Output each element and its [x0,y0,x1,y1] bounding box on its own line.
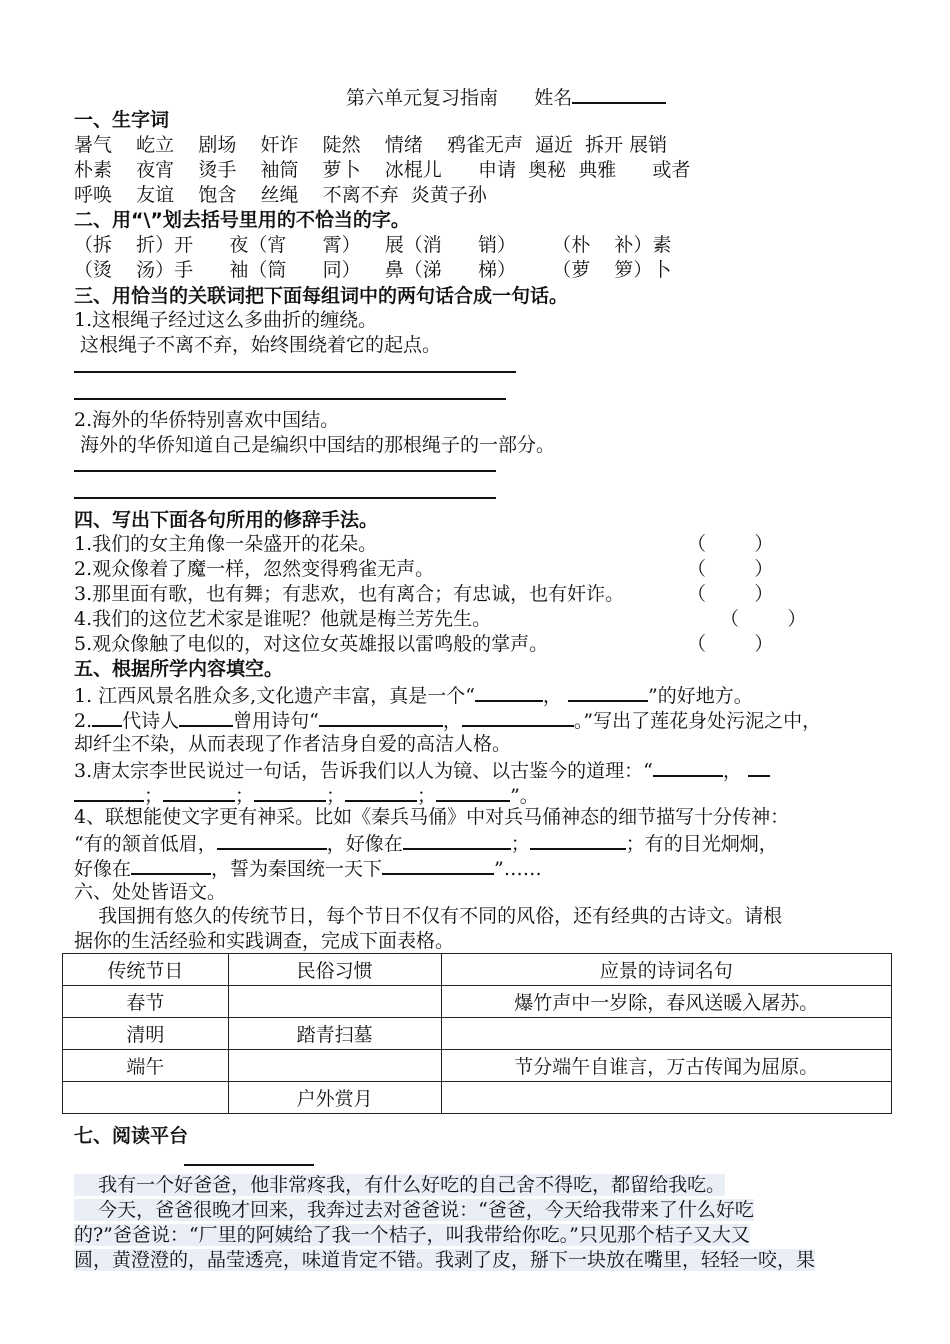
answer-line[interactable] [74,398,506,400]
table-cell[interactable] [63,1082,229,1114]
fill-line-6: 4、联想能使文字更有神采。比如《秦兵马俑》中对兵马俑神态的细节描写十分传神： [74,806,790,828]
table-cell: 户外赏月 [228,1082,441,1114]
fill-blank[interactable] [163,782,235,802]
rhetoric-item: 5.观众像触了电似的，对这位女英雄报以雷鸣般的掌声。 [74,633,549,655]
table-header-cell: 传统节日 [63,954,229,986]
table-cell[interactable] [441,1018,891,1050]
name-blank[interactable] [572,84,666,104]
section-1-heading: 一、生字词 [74,109,170,131]
fill-line-3: 却纤尘不染，从而表现了作者洁身自爱的高洁人格。 [74,733,512,755]
fill-blank[interactable] [345,782,417,802]
fill-line-1: 1. 江西风景名胜众多,文化遗产丰富，真是一个“ ， ”的好地方。 [74,682,753,708]
table-cell: 春节 [63,986,229,1018]
rhetoric-item: 2.观众像着了魔一样，忽然变得鸦雀无声。 [74,558,435,580]
section-6-intro-1: 我国拥有悠久的传统节日，每个节日不仅有不同的风俗，还有经典的古诗文。请根 [74,905,783,927]
fill-blank[interactable] [254,782,326,802]
table-row [63,1018,892,1050]
table-row [63,1050,892,1082]
section-5-heading: 五、根据所学内容填空。 [74,658,284,680]
table-cell: 踏青扫墓 [228,1018,441,1050]
fill-blank[interactable] [131,855,211,875]
answer-paren[interactable]: （ ） [720,608,807,630]
answer-paren[interactable]: （ ） [687,633,774,655]
table-row [63,986,892,1018]
reading-paragraph-2-line-1: 今天，爸爸很晚才回来，我奔过去对爸爸说：“爸爸，今天给我带来了什么好吃 [74,1199,754,1221]
q3-2-sentence-b: 海外的华侨知道自己是编织中国结的那根绳子的一部分。 [74,434,556,456]
fill-blank[interactable] [530,830,626,850]
answer-paren[interactable]: （ ） [687,558,774,580]
fill-line-2: 2. 代诗人 曾用诗句“ ， 。”写出了莲花身处污泥之中， [74,707,821,733]
table-cell: 节分端午自谁言，万古传闻为屈原。 [441,1050,891,1082]
fill-blank[interactable] [74,782,144,802]
fill-line-8: 好像在 ，誓为秦国统一天下 ”…… [74,855,542,881]
fill-blank[interactable] [462,707,574,727]
q3-1-sentence-a: 1.这根绳子经过这么多曲折的缠绕。 [74,309,378,331]
name-label: 姓名 [534,87,573,109]
section-3-heading: 三、用恰当的关联词把下面每组词中的两句话合成一句话。 [74,285,569,307]
section-2-heading: 二、用“\”划去括号里用的不恰当的字。 [74,209,410,231]
section-4-heading: 四、写出下面各句所用的修辞手法。 [74,509,379,531]
fill-blank[interactable] [319,707,443,727]
q3-1-sentence-b: 这根绳子不离不弃，始终围绕着它的起点。 [74,334,442,356]
fill-line-7: “有的颔首低眉， ，好像在 ； ；有的目光炯炯， [74,830,778,856]
char-choice-row-2: （烫 汤）手 袖（筒 同） 鼻（涕 梯） （萝 箩）卜 [74,259,672,281]
word-row-2: 朴素 夜宵 烫手 袖筒 萝卜 冰棍儿 申请 奥秘 典雅 或者 [74,159,691,181]
reading-paragraph-1: 我有一个好爸爸，他非常疼我，有什么好吃的自己舍不得吃，都留给我吃。 [74,1174,726,1196]
table-header-cell: 应景的诗词名句 [441,954,891,986]
fill-blank[interactable] [217,830,327,850]
rhetoric-item: 4.我们的这位艺术家是谁呢？他就是梅兰芳先生。 [74,608,492,630]
festival-table [62,953,892,1114]
table-cell[interactable] [228,1050,441,1082]
word-row-3: 呼唤 友谊 饱含 丝绳 不离不弃 炎黄子孙 [74,184,487,206]
answer-line[interactable] [74,371,516,373]
section-7-heading: 七、阅读平台 [74,1125,189,1147]
fill-blank[interactable] [403,830,511,850]
title-blank[interactable] [184,1164,314,1166]
rhetoric-item: 3.那里面有歌，也有舞；有悲欢，也有离合；有忠诚，也有奸诈。 [74,583,625,605]
table-header-row [63,954,892,986]
fill-blank[interactable] [653,757,723,777]
table-cell: 清明 [63,1018,229,1050]
section-6-heading: 六、处处皆语文。 [74,881,227,903]
table-header-cell: 民俗习惯 [228,954,441,986]
fill-blank[interactable] [179,707,233,727]
rhetoric-item: 1.我们的女主角像一朵盛开的花朵。 [74,533,378,555]
fill-blank[interactable] [382,855,494,875]
fill-blank[interactable] [475,682,543,702]
fill-blank[interactable] [92,707,122,727]
table-row [63,1082,892,1114]
answer-paren[interactable]: （ ） [687,533,774,555]
table-cell: 爆竹声中一岁除，春风送暖入屠苏。 [441,986,891,1018]
answer-line[interactable] [74,497,496,499]
answer-line[interactable] [74,470,496,472]
table-cell[interactable] [441,1082,891,1114]
section-6-intro-2: 据你的生活经验和实践调查，完成下面表格。 [74,930,455,952]
fill-blank[interactable] [436,782,510,802]
table-cell[interactable] [228,986,441,1018]
fill-line-4: 3.唐太宗李世民说过一句话，告诉我们以人为镜、以古鉴今的道理：“ ， [74,757,770,783]
fill-blank[interactable] [748,757,770,777]
table-cell: 端午 [63,1050,229,1082]
fill-line-5: ； ； ； ； ”。 [74,782,539,808]
page-title: 第六单元复习指南 姓名 [346,84,666,110]
fill-blank[interactable] [568,682,648,702]
q3-2-sentence-a: 2.海外的华侨特别喜欢中国结。 [74,409,340,431]
char-choice-row-1: （拆 折）开 夜（宵 霄） 展（消 销） （朴 补）素 [74,234,672,256]
answer-paren[interactable]: （ ） [687,583,774,605]
word-row-1: 暑气 屹立 剧场 奸诈 陡然 情绪 鸦雀无声 逼近 拆开 展销 [74,134,668,156]
reading-paragraph-2-line-3: 圆，黄澄澄的，晶莹透亮，味道肯定不错。我剥了皮，掰下一块放在嘴里，轻轻一咬，果 [74,1249,816,1271]
reading-paragraph-2-line-2: 的?”爸爸说：“厂里的阿姨给了我一个桔子，叫我带给你吃。”只见那个桔子又大又 [74,1224,750,1246]
